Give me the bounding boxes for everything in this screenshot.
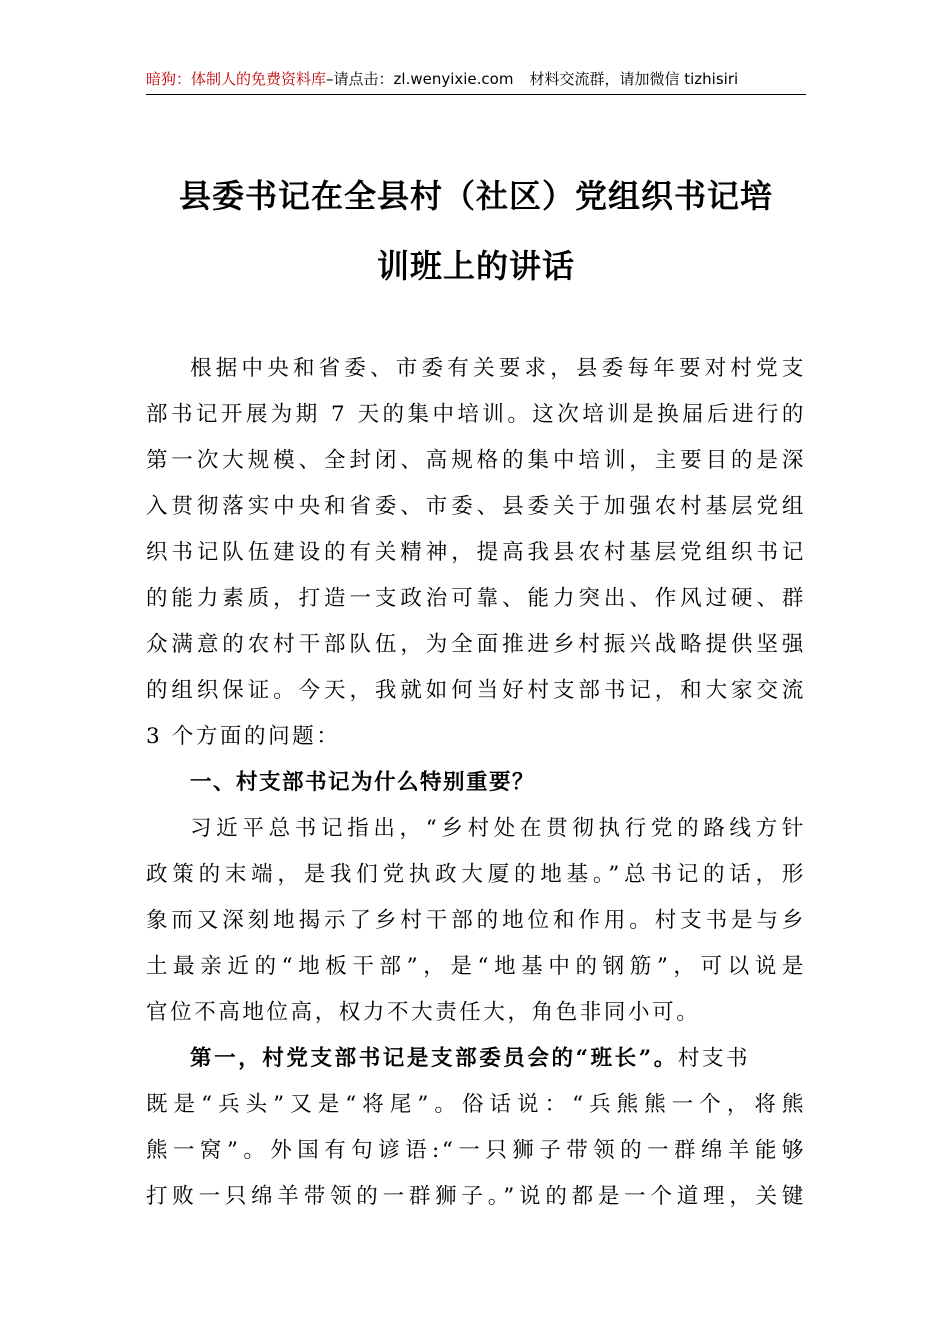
- body-line: 根据中央和省委、市委有关要求，县委每年要对村党支: [190, 356, 806, 381]
- body-line: 打败一只绵羊带领的一群狮子。”说的都是一个道理，关键: [146, 1184, 806, 1209]
- body-line: 第一次大规模、全封闭、高规格的集中培训，主要目的是深: [146, 448, 806, 473]
- document-header-banner: [146, 66, 806, 95]
- point-one-bold-lead: 第一，村党支部书记是支部委员会的“班长”。: [190, 1046, 678, 1071]
- body-line-with-bold-lead: [146, 1036, 806, 1082]
- document-title-line-2: 训班上的讲话: [376, 247, 575, 285]
- point-one-continuation: 村支书: [677, 1046, 751, 1071]
- body-line: 政策的末端，是我们党执政大厦的地基。”总书记的话，形: [146, 862, 806, 887]
- body-line: 象而又深刻地揭示了乡村干部的地位和作用。村支书是与乡: [146, 908, 806, 933]
- body-line: 3 个方面的问题：: [146, 724, 341, 749]
- body-line: 众满意的农村干部队伍，为全面推进乡村振兴战略提供坚强: [146, 632, 806, 657]
- body-line: 土最亲近的“地板干部”，是“地基中的钢筋”，可以说是: [146, 954, 806, 979]
- body-line: 部书记开展为期 7 天的集中培训。这次培训是换届后进行的: [146, 402, 806, 427]
- body-line: 的能力素质，打造一支政治可靠、能力突出、作风过硬、群: [146, 586, 806, 611]
- body-line: 的组织保证。今天，我就如何当好村支部书记，和大家交流: [146, 678, 806, 703]
- document-body: [146, 346, 806, 1220]
- header-contact-text: 材料交流群，请加微信 tizhisiri: [529, 70, 739, 88]
- body-line: 习近平总书记指出，“乡村处在贯彻执行党的路线方针: [190, 816, 806, 841]
- body-line: 熊一窝”。外国有句谚语:“一只狮子带领的一群绵羊能够: [146, 1138, 806, 1163]
- header-url-link[interactable]: zl.wenyixie.com: [393, 70, 514, 88]
- body-line: 织书记队伍建设的有关精神，提高我县农村基层党组织书记: [146, 540, 806, 565]
- body-line: 入贯彻落实中央和省委、市委、县委关于加强农村基层党组: [146, 494, 806, 519]
- header-site-name[interactable]: 暗狗：体制人的免费资料库: [146, 70, 327, 88]
- body-line: 既是“兵头”又是“将尾”。俗话说：“兵熊熊一个，将熊: [146, 1092, 806, 1117]
- body-line: 官位不高地位高，权力不大责任大，角色非同小可。: [146, 1000, 701, 1025]
- document-title-line-1: 县委书记在全县村（社区）党组织书记培: [178, 177, 773, 215]
- header-click-prompt: –请点击：: [326, 70, 394, 88]
- section-heading-1: 一、村支部书记为什么特别重要？: [190, 770, 536, 795]
